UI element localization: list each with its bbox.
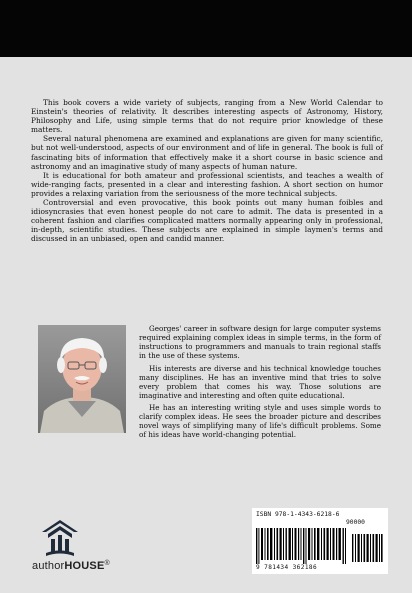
isbn-number: ISBN 978-1-4343-6218-6 bbox=[256, 511, 340, 518]
book-description bbox=[31, 98, 383, 244]
registered-mark: ® bbox=[104, 560, 110, 567]
isbn-barcode bbox=[252, 508, 388, 574]
barcode-bars-icon bbox=[256, 520, 384, 564]
publisher-name-part-1: author bbox=[32, 560, 65, 572]
authorhouse-logo bbox=[30, 518, 130, 578]
description-paragraph-2: Several natural phenomena are examined and explanations are given for many scientific, but not well-understood, aspects of our environment and of life in general. The book is full of fascinating bits of information that effectively make it a short course in basic science and astronomy and an imaginative study of many aspects of human nature. bbox=[31, 134, 383, 171]
author-portrait-icon bbox=[38, 325, 126, 433]
top-black-band bbox=[0, 0, 412, 57]
house-book-icon bbox=[40, 518, 80, 558]
description-paragraph-3: It is educational for both amateur and professional scientists, and teaches a wealth of wide-ranging facts, presented in a clear and interesting fashion. A short section on humor provides a relaxing variation from the seriousness of the more technical subjects. bbox=[31, 170, 383, 198]
description-paragraph-1: This book covers a wide variety of subjects, ranging from a New World Calendar to Einstein's theories of relativity. It describes interesting aspects of Astronomy, History, Philosophy and Life, using simple terms that do not require prior knowledge of these matters. bbox=[31, 98, 383, 135]
bio-paragraph-2: His interests are diverse and his technical knowledge touches many disciplines. He has an inventive mind that tries to solve every problem that comes his way. Those solutions are imaginative and interesting and often quite educational. bbox=[139, 363, 381, 400]
description-paragraph-4: Controversial and even provocative, this book points out many human foibles and idiosyncrasies that even honest people do not care to admit. The data is presented in a coherent fashion and clarifies complicated matters normally appearing only in professional, in-depth, scientific studies. These subjects are explained in simple laymen's terms and discussed in an unbiased, open and candid manner. bbox=[31, 198, 383, 244]
ean-number: 9 781434 362186 bbox=[256, 564, 318, 571]
author-photo bbox=[38, 325, 126, 433]
publisher-name bbox=[32, 560, 110, 572]
bio-paragraph-3: He has an interesting writing style and uses simple words to clarify complex ideas. He sees the broader picture and describes novel ways of simplifying many of life's difficult problems. Some of his ideas have world-changing potential. bbox=[139, 403, 381, 439]
author-bio bbox=[139, 324, 381, 443]
publisher-name-part-2: HOUSE bbox=[64, 560, 105, 572]
bio-paragraph-1: Georges' career in software design for large computer systems required explaining complex ideas in simple terms, in the form of instructions to programmers and manuals to train regional staffs in the use of these systems. bbox=[139, 324, 381, 360]
price-code: 90000 bbox=[346, 519, 365, 526]
